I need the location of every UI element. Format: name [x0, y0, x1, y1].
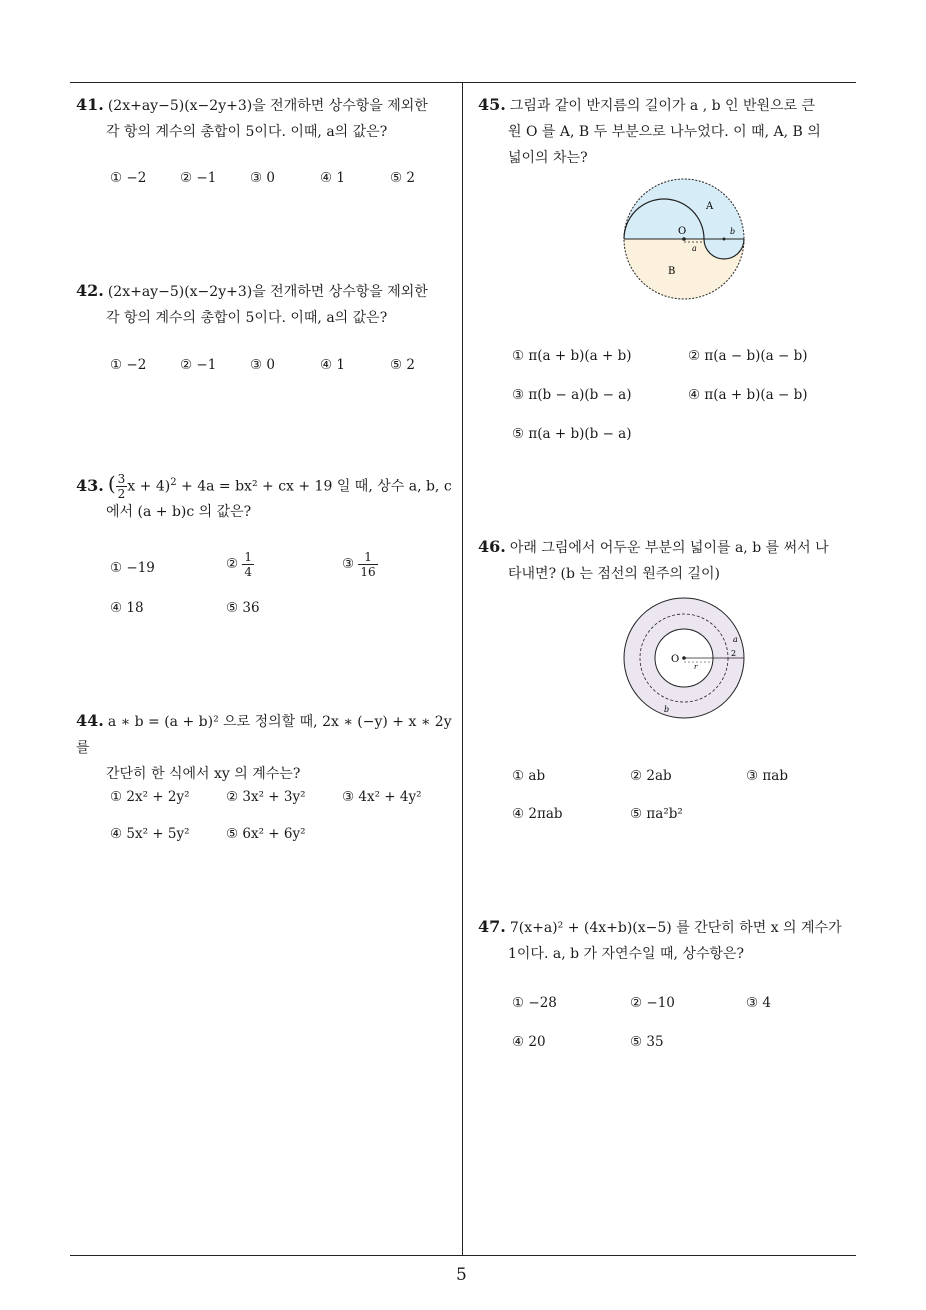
- choice-46-4[interactable]: ④ 2πab: [512, 806, 563, 822]
- choice-44-3[interactable]: ③ 4x² + 4y²: [342, 789, 422, 805]
- choice-44-4[interactable]: ④ 5x² + 5y²: [110, 826, 190, 842]
- question-number: 46.: [478, 537, 506, 556]
- label-A: A: [706, 201, 714, 212]
- question-text-line2: 타내면? (b 는 점선의 원주의 길이): [508, 566, 720, 582]
- choice-44-5[interactable]: ⑤ 6x² + 6y²: [226, 826, 306, 842]
- figure-45-circle-diagram: [618, 176, 750, 302]
- label-O: O: [671, 654, 680, 665]
- bottom-rule: [70, 1255, 856, 1256]
- question-text-line2: 각 항의 계수의 총합이 5이다. 이때, a의 값은?: [106, 124, 388, 140]
- choice-mark: ③: [342, 556, 355, 572]
- question-number: 45.: [478, 95, 506, 114]
- question-text-line2: 각 항의 계수의 총합이 5이다. 이때, a의 값은?: [106, 310, 388, 326]
- question-text-line1: 그림과 같이 반지름의 길이가 a , b 인 반원으로 큰: [509, 98, 816, 114]
- choice-45-4[interactable]: ④ π(a + b)(a − b): [688, 387, 808, 403]
- choice-47-2[interactable]: ② −10: [630, 995, 675, 1011]
- question-number: 43.: [76, 475, 104, 495]
- choice-42-5[interactable]: ⑤ 2: [390, 357, 415, 373]
- page-number: 5: [456, 1265, 467, 1285]
- choice-43-3[interactable]: [342, 550, 378, 579]
- label-B: B: [668, 266, 676, 277]
- choice-41-1[interactable]: ① −2: [110, 170, 147, 186]
- choice-42-2[interactable]: ② −1: [180, 357, 217, 373]
- fraction-3-2: $\frac{3}{2}$: [117, 472, 126, 502]
- label-a: a: [692, 244, 697, 253]
- question-text-line2: 1이다. a, b 가 자연수일 때, 상수항은?: [508, 946, 745, 962]
- question-46: [478, 534, 858, 587]
- question-text-line1: + 4a = bx² + cx + 19 일 때, 상수 a, b, c: [176, 478, 452, 495]
- figure-46-ring-diagram: [620, 596, 748, 720]
- top-rule: [70, 82, 856, 83]
- choice-45-1[interactable]: ① π(a + b)(a + b): [512, 348, 632, 364]
- question-number: 41.: [76, 95, 104, 114]
- label-b: b: [664, 705, 670, 714]
- choice-41-3[interactable]: ③ 0: [250, 170, 275, 186]
- question-text-line1: a ∗ b = (a + b)² 으로 정의할 때, 2x ∗ (−y) + x ∗ 2y 를: [76, 714, 452, 756]
- label-r: r: [694, 663, 698, 671]
- question-text-line1: 아래 그림에서 어두운 부분의 넓이를 a, b 를 써서 나: [509, 540, 829, 556]
- choice-44-2[interactable]: ② 3x² + 3y²: [226, 789, 306, 805]
- question-text-line2: 원 O 를 A, B 두 부분으로 나누었다. 이 때, A, B 의: [508, 124, 821, 140]
- choice-42-4[interactable]: ④ 1: [320, 357, 345, 373]
- choice-46-3[interactable]: ③ πab: [746, 768, 788, 784]
- question-45: [478, 92, 858, 171]
- choice-45-3[interactable]: ③ π(b − a)(b − a): [512, 387, 632, 403]
- question-text-line1: (2x+ay−5)(x−2y+3)을 전개하면 상수항을 제외한: [107, 284, 428, 300]
- choice-47-1[interactable]: ① −28: [512, 995, 557, 1011]
- label-b: b: [730, 227, 736, 236]
- question-number: 42.: [76, 281, 104, 300]
- choice-44-1[interactable]: ① 2x² + 2y²: [110, 789, 190, 805]
- choice-mark: ②: [226, 556, 239, 572]
- question-text-line2: 간단히 한 식에서 xy 의 계수는?: [106, 766, 301, 782]
- choice-47-3[interactable]: ③ 4: [746, 995, 771, 1011]
- question-text-line1: (2x+ay−5)(x−2y+3)을 전개하면 상수항을 제외한: [107, 98, 428, 114]
- question-44: [76, 708, 460, 787]
- choice-41-5[interactable]: ⑤ 2: [390, 170, 415, 186]
- question-41: [76, 92, 460, 145]
- question-42: [76, 278, 460, 331]
- expr-open-paren: (: [107, 471, 116, 496]
- fraction-1-16: $\frac{1}{16}$: [360, 550, 376, 579]
- choice-45-5[interactable]: ⑤ π(a + b)(b − a): [512, 426, 632, 442]
- question-text-line2: 에서 (a + b)c 의 값은?: [106, 504, 252, 521]
- expr-after-frac: x + 4): [127, 478, 171, 495]
- choice-43-2[interactable]: [226, 550, 254, 579]
- question-number: 47.: [478, 917, 506, 936]
- choice-41-4[interactable]: ④ 1: [320, 170, 345, 186]
- label-a: a: [733, 635, 738, 644]
- choice-42-3[interactable]: ③ 0: [250, 357, 275, 373]
- choice-43-4[interactable]: ④ 18: [110, 600, 144, 616]
- label-2: 2: [731, 649, 737, 658]
- fraction-1-4: $\frac{1}{4}$: [244, 550, 253, 579]
- exponent: 2: [170, 477, 177, 488]
- question-text-line3: 넓이의 차는?: [508, 150, 588, 166]
- choice-42-1[interactable]: ① −2: [110, 357, 147, 373]
- column-divider: [462, 82, 463, 1256]
- question-47: [478, 914, 858, 967]
- choice-46-1[interactable]: ① ab: [512, 768, 546, 784]
- question-text-line1: 7(x+a)² + (4x+b)(x−5) 를 간단히 하면 x 의 계수가: [509, 920, 842, 936]
- choice-43-5[interactable]: ⑤ 36: [226, 600, 260, 616]
- choice-47-5[interactable]: ⑤ 35: [630, 1034, 664, 1050]
- choice-43-1[interactable]: ① −19: [110, 560, 155, 576]
- question-number: 44.: [76, 711, 104, 730]
- choice-46-5[interactable]: ⑤ πa²b²: [630, 806, 683, 822]
- choice-41-2[interactable]: ② −1: [180, 170, 217, 186]
- label-O: O: [678, 226, 687, 237]
- choice-47-4[interactable]: ④ 20: [512, 1034, 546, 1050]
- choice-46-2[interactable]: ② 2ab: [630, 768, 672, 784]
- choice-45-2[interactable]: ② π(a − b)(a − b): [688, 348, 808, 364]
- question-43: [76, 470, 460, 525]
